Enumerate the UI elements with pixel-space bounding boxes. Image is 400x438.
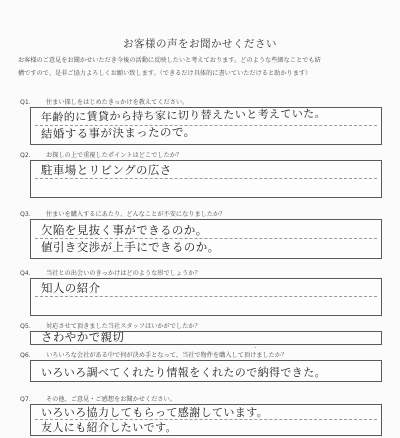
answer-box-4 bbox=[30, 278, 382, 316]
handwritten-answer: 友人にも紹介したいです。 bbox=[41, 421, 177, 434]
handwritten-answer: 年齢的に賃貸から持ち家に切り替えたいと考えていた。 bbox=[40, 107, 327, 124]
answer-box-5 bbox=[30, 331, 382, 345]
intro-line-2: 構ですので、是非ご協力よろしくお願い致します。（できるだけ具体的に書いていただけると助かります） bbox=[18, 70, 312, 77]
handwritten-answer: 欠陥を見抜く事ができるのか。 bbox=[41, 223, 208, 237]
question-text: いろいろな会社がある中で何が決め手となって、当社で物件を購入して頂けましたか？ bbox=[46, 352, 288, 359]
handwritten-answer: 結婚する事が決まったので。 bbox=[40, 124, 196, 141]
question-2 bbox=[20, 150, 380, 159]
survey-title: お客様の声をお聞かせください bbox=[123, 38, 277, 50]
question-text: 対応させて頂きました当社スタッフはいかがでしたか？ bbox=[46, 323, 201, 330]
question-text: 当社との出会いのきっかけはどのような形でしょうか？ bbox=[46, 270, 201, 277]
question-number: Q6． bbox=[20, 352, 35, 359]
handwritten-answer: 知人の紹介 bbox=[41, 281, 101, 295]
intro-line-1: お客様のご意見をお聞かせいただき今後の活動に反映したいと考えております。どのような些細なことでも結 bbox=[18, 57, 321, 64]
question-text: その他、ご意見・ご感想をお聞かせください。 bbox=[46, 396, 176, 403]
question-number: Q7． bbox=[20, 396, 35, 403]
survey-intro bbox=[18, 54, 386, 80]
handwritten-answer: いろいろ協力してもらって感謝しています。 bbox=[41, 406, 269, 419]
question-number: Q2． bbox=[20, 152, 35, 159]
question-number: Q4． bbox=[20, 270, 35, 277]
question-text: 住まいを購入するにあたり、どんなことが不安になりましたか？ bbox=[46, 211, 226, 218]
handwritten-answer: 値引き交渉が上手にできるのか。 bbox=[41, 240, 220, 254]
answer-box-3 bbox=[30, 219, 382, 259]
question-1 bbox=[20, 97, 380, 106]
answer-box-7 bbox=[30, 404, 382, 436]
question-4 bbox=[20, 268, 380, 277]
stray-mark: ˇ bbox=[254, 347, 257, 354]
handwritten-answer: さわやかで親切 bbox=[41, 330, 125, 344]
question-number: Q5． bbox=[20, 323, 35, 330]
question-7 bbox=[20, 394, 380, 403]
question-6 bbox=[20, 350, 380, 359]
question-number: Q3． bbox=[20, 211, 35, 218]
question-3 bbox=[20, 209, 380, 218]
question-text: 住まい探しをはじめたきっかけを教えてください。 bbox=[46, 99, 189, 106]
answer-box-2 bbox=[30, 160, 382, 198]
handwritten-answer: いろいろ調べてくれたり情報をくれたので納得できた。 bbox=[41, 366, 326, 379]
ruled-line bbox=[35, 296, 377, 297]
answer-box-6 bbox=[30, 360, 382, 382]
question-number: Q1． bbox=[20, 99, 35, 106]
answer-box-1 bbox=[30, 107, 382, 145]
handwritten-answer: 駐車場とリビングの広さ bbox=[41, 163, 172, 177]
question-text: お探しの上で重視したポイントはどこでしたか？ bbox=[46, 152, 183, 159]
ruled-line bbox=[35, 178, 377, 179]
